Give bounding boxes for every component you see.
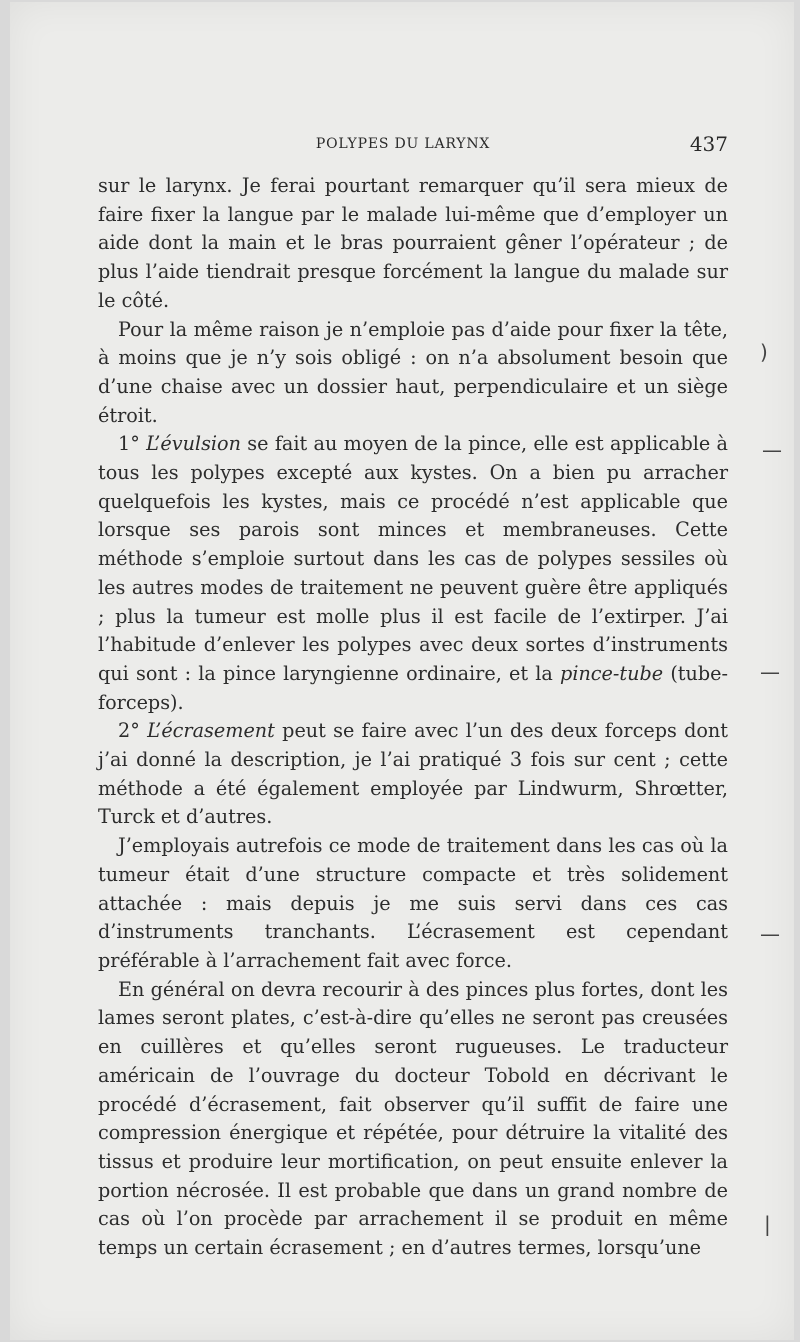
- paragraph-2: Pour la même raison je n’emploie pas d’aide pour fixer la tête, à moins que je n’y sois obligé : on n’a absolument besoin que d’une chaise avec un dossier haut, perpendiculaire et un siège étroit.: [98, 317, 728, 427]
- term-ecrasement: L’écrasement: [147, 719, 275, 743]
- running-title: POLYPES DU LARYNX: [315, 136, 491, 152]
- page-number: 437: [689, 132, 728, 156]
- term-pince-tube: pince-tube: [560, 661, 664, 685]
- section-number-1: 1°: [118, 432, 140, 456]
- margin-bracket-mark: ): [760, 340, 768, 364]
- margin-bar-mark: |: [764, 1212, 771, 1236]
- section-number-2: 2°: [118, 719, 140, 743]
- paragraph-3-text-a: se fait au moyen de la pince, elle est applicable à tous les polypes excepté aux kystes. On a bien pu arracher quelquefois les kystes, mais ce procédé n’est applicable que lorsque ses parois sont minces et membraneuses. Cette méthode s’emploie surtout dans les cas de polypes sessiles où les autres modes de traitement ne peuvent guère être appliqués ; plus la tumeur est molle plus il est facile de l’extirper. J’ai l’habitude d’enlever les polypes avec deux sortes d’instruments qui sont : la pince laryngienne ordinaire, et la: [98, 432, 728, 685]
- paragraph-3-text-b: (tube-forceps).: [98, 661, 728, 714]
- paragraph-4-text: peut se faire avec l’un des deux forceps dont j’ai donné la description, je l’ai pratiqué 3 fois sur cent ; cette méthode a été également employée par Lindwurm, Shrœtter, Turck et d’autres.: [98, 719, 729, 829]
- term-evulsion: L’évulsion: [146, 432, 241, 456]
- margin-dash-mark: —: [762, 438, 782, 462]
- paragraph-3: [98, 430, 728, 717]
- paragraph-4: [98, 717, 728, 832]
- margin-dash-mark: —: [760, 660, 780, 684]
- page-header: [98, 130, 728, 158]
- paragraph-1: sur le larynx. Je ferai pourtant remarquer qu’il sera mieux de faire fixer la langue par le malade lui-même que d’employer un aide dont la main et le bras pourraient gêner l’opérateur ; de plus l’aide tiendrait presque forcément la langue du malade sur le côté.: [98, 174, 728, 312]
- paragraph-6: En général on devra recourir à des pinces plus fortes, dont les lames seront plates, c’est-à-dire qu’elles ne seront pas creusées en cuillères et qu’elles seront rugueuses. Le traducteur américain de l’ouvrage du docteur Tobold en décrivant le procédé d’écrasement, fait observer qu’il suffit de faire une compression énergique et répétée, pour détruire la vitalité des tissus et produire leur mortification, on peut ensuite enlever la portion nécrosée. Il est probable que dans un grand nombre de cas où l’on procède par arrachement il se produit en même temps un certain écrasement ; en d’autres termes, lorsqu’une: [98, 977, 728, 1260]
- paragraph-5: J’employais autrefois ce mode de traitement dans les cas où la tumeur était d’une structure compacte et très solidement attachée : mais depuis je me suis servi dans ces cas d’instruments tranchants. L’écrasement est cependant préférable à l’arrachement fait avec force.: [98, 834, 728, 972]
- margin-dash-mark: —: [760, 922, 780, 946]
- body-text: [98, 172, 728, 1263]
